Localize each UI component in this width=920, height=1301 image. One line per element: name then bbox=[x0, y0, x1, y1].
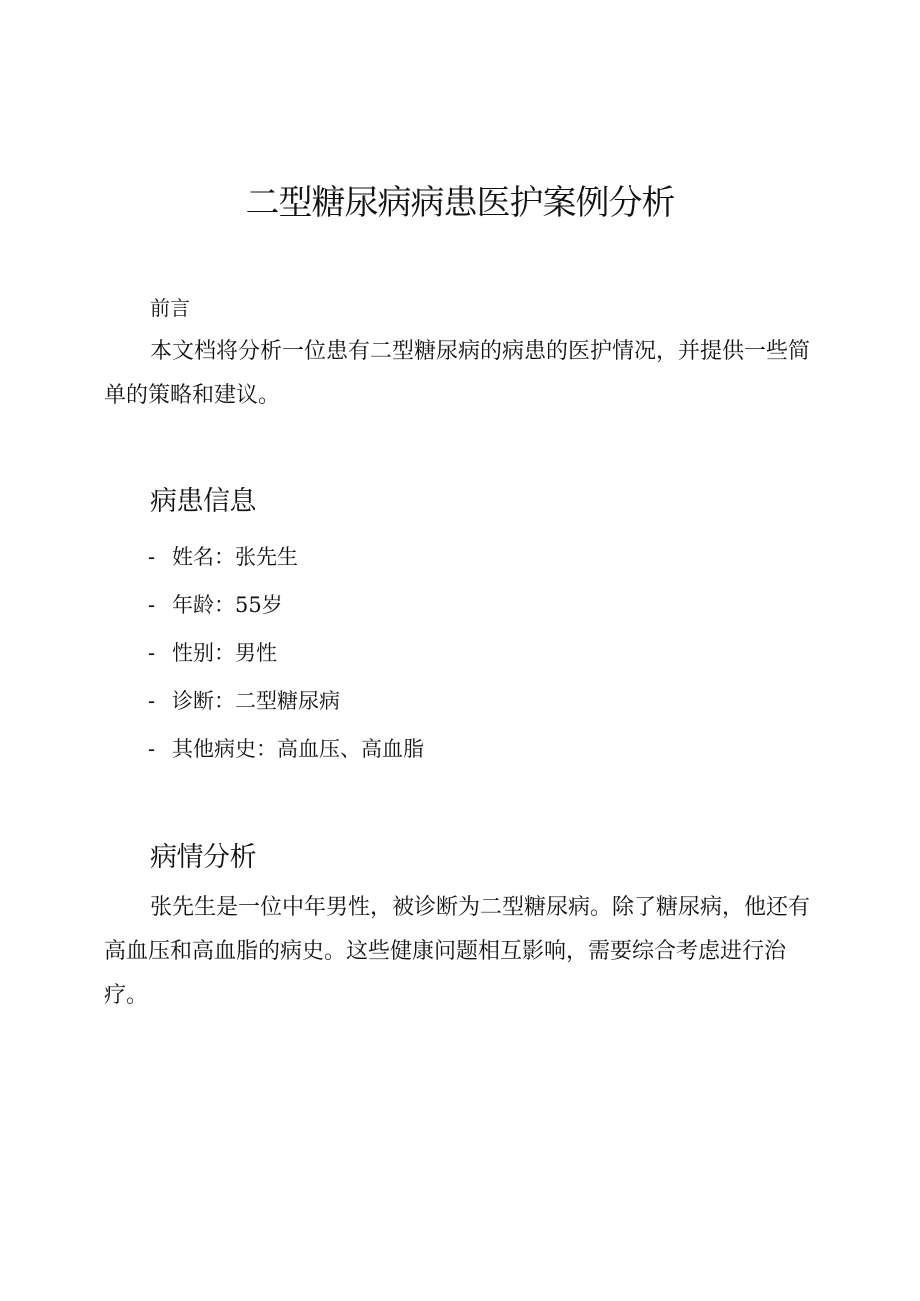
preface-paragraph: 本文档将分析一位患有二型糖尿病的病患的医护情况，并提供一些简单的策略和建议。 bbox=[104, 339, 811, 408]
patient-info-list bbox=[148, 533, 424, 773]
list-item bbox=[148, 725, 424, 773]
list-item bbox=[148, 629, 424, 677]
patient-info-heading: 病患信息 bbox=[150, 486, 256, 517]
document-title: 二型糖尿病病患医护案例分析 bbox=[245, 183, 675, 223]
analysis-heading: 病情分析 bbox=[150, 842, 256, 873]
list-item bbox=[148, 677, 424, 725]
list-item bbox=[148, 533, 424, 581]
patient-diagnosis: 诊断：二型糖尿病 bbox=[172, 689, 340, 713]
list-bullet: - bbox=[148, 689, 156, 713]
list-item bbox=[148, 581, 424, 629]
patient-name: 姓名：张先生 bbox=[172, 545, 298, 569]
preface-label: 前言 bbox=[150, 296, 190, 320]
analysis-paragraph: 张先生是一位中年男性，被诊断为二型糖尿病。除了糖尿病，他还有高血压和高血脂的病史。这些健康问题相互影响，需要综合考虑进行治疗。 bbox=[104, 895, 811, 1008]
list-bullet: - bbox=[148, 641, 156, 665]
patient-age: 年龄：55岁 bbox=[172, 593, 283, 617]
patient-history: 其他病史：高血压、高血脂 bbox=[172, 737, 424, 761]
list-bullet: - bbox=[148, 737, 156, 761]
patient-gender: 性别：男性 bbox=[172, 641, 277, 665]
list-bullet: - bbox=[148, 545, 156, 569]
list-bullet: - bbox=[148, 593, 156, 617]
